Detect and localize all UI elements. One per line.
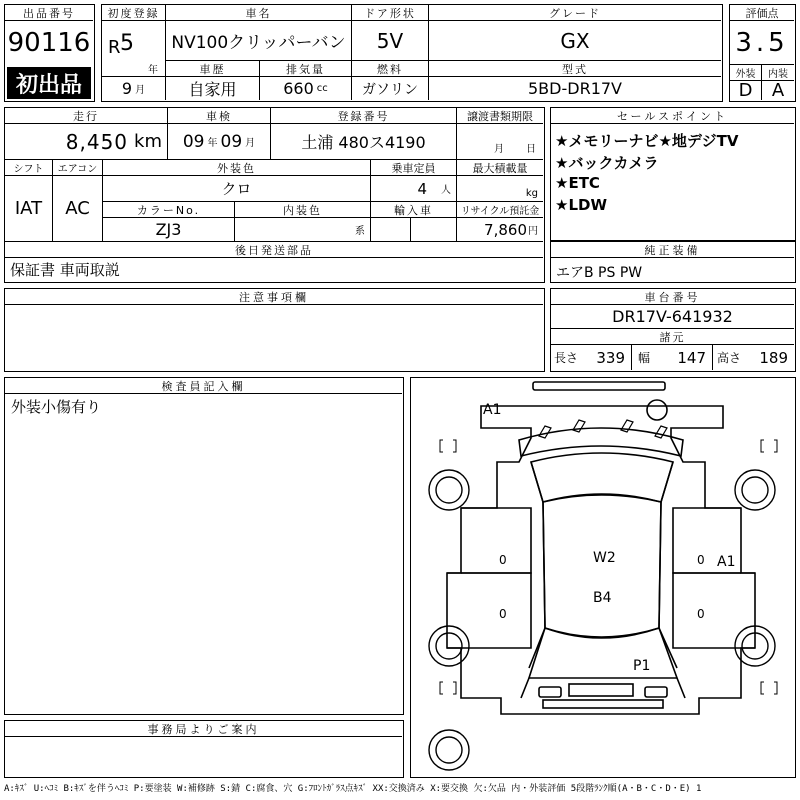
door-type: 5V xyxy=(352,21,429,61)
vehicle-name: NV100クリッパーバン xyxy=(166,21,352,61)
equipment-box xyxy=(550,241,796,283)
overall-score: 3.5 xyxy=(730,21,794,65)
grade: GX xyxy=(429,21,721,61)
load-label: 最大積載量 xyxy=(457,160,543,176)
sales-point-4: ★LDW xyxy=(555,196,608,214)
lot-number: 90116 xyxy=(7,28,91,58)
fuel-label: 燃料 xyxy=(352,61,429,77)
grade-label: グレード xyxy=(429,5,721,21)
rear-light-right xyxy=(645,687,667,697)
interior-color: 系 xyxy=(235,218,371,242)
max-load: kg xyxy=(457,176,543,202)
rear-plate xyxy=(569,684,633,696)
sales-label: セールスポイント xyxy=(551,108,794,124)
mileage: 8,450 km xyxy=(5,124,168,160)
chassis-label: 車台番号 xyxy=(551,289,794,305)
era: R xyxy=(108,37,121,58)
zero-mark: 0 xyxy=(697,607,705,621)
recycle-fee: 7,860 円 xyxy=(457,218,543,242)
windshield xyxy=(519,428,683,456)
later-parts: 保証書 車両取説 xyxy=(10,260,120,279)
inspector-text: 外装小傷有り xyxy=(11,398,102,416)
later-parts-label: 後日発送部品 xyxy=(5,242,543,258)
notes-box xyxy=(4,288,545,372)
transfer-label: 譲渡書類期限 xyxy=(457,108,543,124)
plate-label: 登録番号 xyxy=(271,108,457,124)
reg-year: 5 xyxy=(120,31,134,56)
name-label: 車名 xyxy=(166,5,352,21)
inspection-date: 09 年 09 月 xyxy=(168,124,271,160)
score-box xyxy=(729,4,796,102)
displacement-label: 排気量 xyxy=(260,61,352,77)
height: 高さ 189 xyxy=(717,348,788,367)
damage-mark-roof: W2 xyxy=(593,550,616,566)
interior-label: 内装 xyxy=(762,65,794,81)
rear-window xyxy=(529,628,677,678)
chassis-number: DR17V-641932 xyxy=(551,305,794,329)
first-reg-year xyxy=(102,21,166,77)
capacity-label: 乗車定員 xyxy=(371,160,457,176)
details-box xyxy=(4,107,545,283)
equipment-label: 純正装備 xyxy=(551,242,794,258)
history: 自家用 xyxy=(166,77,260,100)
rear-light-left xyxy=(539,687,561,697)
damage-mark-rear: B4 xyxy=(593,590,612,606)
zero-mark: 0 xyxy=(499,553,507,567)
model-label: 型式 xyxy=(429,61,721,77)
damage-mark-front: A1 xyxy=(483,402,502,418)
plate-number: 土浦 480ス4190 xyxy=(271,124,457,160)
shift-label: シフト xyxy=(5,160,53,176)
score-label: 評価点 xyxy=(730,5,794,21)
color-label: 外装色 xyxy=(103,160,371,176)
office-box xyxy=(4,720,404,778)
history-label: 車歴 xyxy=(166,61,260,77)
exterior-grade: D xyxy=(730,81,762,100)
recycle-label: リサイクル預託金 xyxy=(457,202,543,218)
legend: A:ｷｽﾞ U:ﾍｺﾐ B:ｷｽﾞを伴うﾍｺﾐ P:要塗装 W:補修跡 S:錆 C:腐食、穴 G:ﾌﾛﾝﾄｶﾞﾗｽ点ｷｽﾞ XX:交換済み X:要交換 欠:欠品 内・外装評価 5段階ﾗﾝｸ順(A・B・C・D・E) 1 xyxy=(4,784,702,794)
interior-color-label: 内装色 xyxy=(235,202,371,218)
front-bumper-top xyxy=(533,382,665,390)
rear-bumper xyxy=(543,700,663,708)
color-no-label: カラーNo. xyxy=(103,202,235,218)
sales-box xyxy=(550,107,796,241)
wheels xyxy=(429,470,775,770)
inspector-label: 検査員記入欄 xyxy=(5,378,402,394)
transfer-deadline: 月 日 xyxy=(457,124,543,160)
equipment-value: エアB PS PW xyxy=(556,265,643,281)
capacity: 4 人 xyxy=(371,176,457,202)
shift: IAT xyxy=(5,176,53,242)
office-label: 事務局よりご案内 xyxy=(5,721,402,737)
reg-month: 9 月 xyxy=(102,77,166,100)
first-listing-badge: 初出品 xyxy=(7,67,91,99)
lot-box xyxy=(4,4,95,102)
roof xyxy=(543,495,661,637)
zero-mark: 0 xyxy=(697,553,705,567)
damage-mark-right: A1 xyxy=(717,554,736,570)
color-number: ZJ3 xyxy=(103,218,235,242)
vehicle-box xyxy=(101,4,723,102)
first-reg-label: 初度登録 xyxy=(102,5,166,21)
sales-point-3: ★ETC xyxy=(555,174,600,192)
length: 長さ 339 xyxy=(551,345,632,370)
import-car-2 xyxy=(411,218,457,242)
year-unit: 年 xyxy=(148,65,158,76)
import-label: 輸入車 xyxy=(371,202,457,218)
mirror-circle xyxy=(647,400,667,420)
exterior-color: クロ xyxy=(103,176,371,202)
displacement: 660 cc xyxy=(260,77,352,100)
import-car xyxy=(371,218,411,242)
damage-mark-back: P1 xyxy=(633,658,651,674)
ac-label: エアコン xyxy=(53,160,103,176)
fuel: ガソリン xyxy=(352,77,429,100)
width: 幅 147 xyxy=(632,345,713,370)
inspection-label: 車検 xyxy=(168,108,271,124)
chassis-box xyxy=(550,288,796,372)
inspector-box xyxy=(4,377,404,715)
sales-point-1: ★メモリーナビ★地デジTV xyxy=(555,132,739,150)
model-code: 5BD-DR17V xyxy=(528,79,622,98)
lot-label: 出品番号 xyxy=(5,5,93,21)
air-conditioner: AC xyxy=(53,176,103,242)
exterior-label: 外装 xyxy=(730,65,762,81)
sales-point-2: ★バックカメラ xyxy=(555,154,659,172)
door-label: ドア形状 xyxy=(352,5,429,21)
interior-grade: A xyxy=(771,81,785,100)
notes-label: 注意事項欄 xyxy=(5,289,543,305)
zero-mark: 0 xyxy=(499,607,507,621)
mileage-label: 走行 xyxy=(5,108,168,124)
car-diagram-box xyxy=(410,377,796,778)
dims-label: 諸元 xyxy=(551,329,794,345)
car-diagram xyxy=(411,378,794,776)
